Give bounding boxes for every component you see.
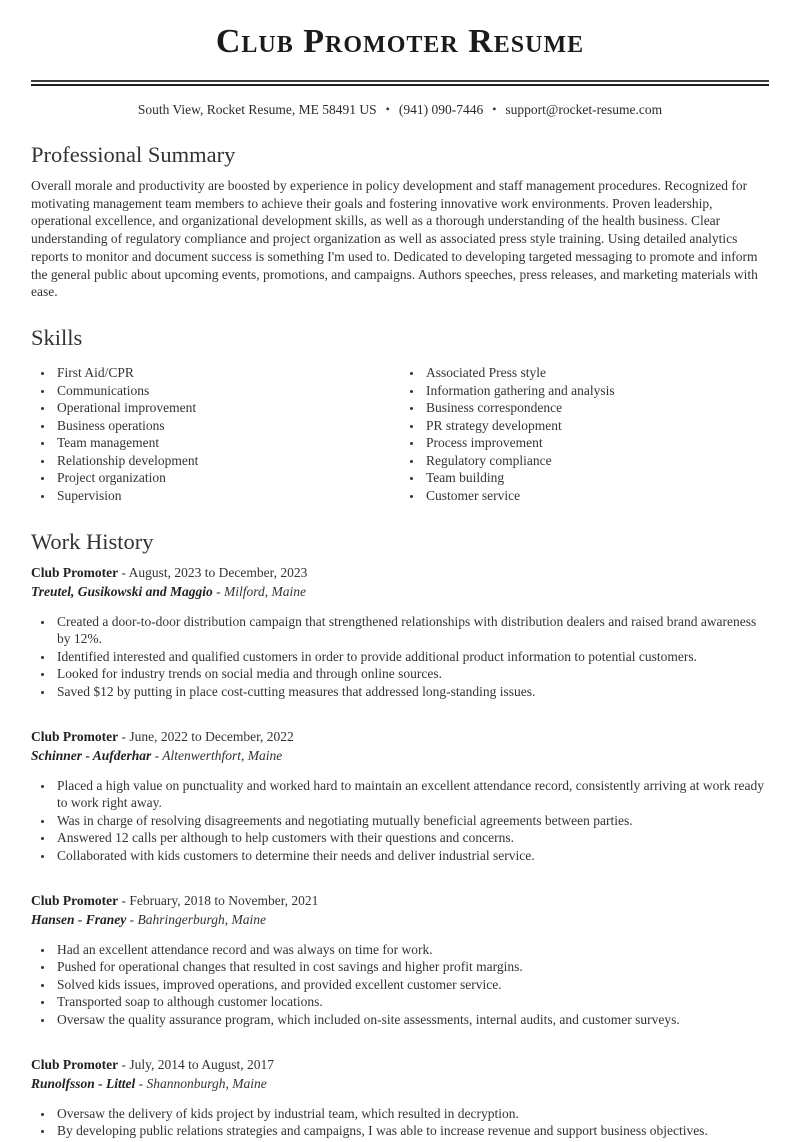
job-company: Schinner - Aufderhar (31, 747, 152, 763)
job-bullet: • Oversaw the quality assurance program, which included on-site assessments, internal audits, and customer surveys. (54, 1011, 769, 1029)
skill-item: • Customer service (423, 487, 769, 505)
job-bullet: • Created a door-to-door distribution campaign that strengthened relationships with distribution dealers and raised brand awareness by 12%. (54, 613, 769, 648)
job-bullet: • Transported soap to although customer locations. (54, 993, 769, 1011)
resume-document (0, 22, 800, 1140)
skills-columns (31, 360, 769, 505)
job-bullet-list (31, 777, 769, 865)
skills-right-column (400, 364, 769, 505)
job-dates: February, 2018 to November, 2021 (129, 892, 319, 908)
job-location: Shannonburgh, Maine (146, 1075, 267, 1091)
job-company: Runolfsson - Littel (31, 1075, 136, 1091)
job-bullet: • Saved $12 by putting in place cost-cutting measures that addressed long-standing issues. (54, 683, 769, 701)
job-company-line (31, 1075, 769, 1093)
skill-item: • Business correspondence (423, 399, 769, 417)
job-entry (31, 728, 769, 865)
summary-paragraph: Overall morale and productivity are boosted by experience in policy development and staff management procedures. Recognized for motivating management team members to achieve their goals and fostering innovative work environments. Proven leadership, operational excellence, and organizational development skills, as well as a thorough understanding of the health business. Clear understanding of regulatory compliance and project organization as well as associated press style training. Using detailed analytics reports to monitor and document success is something I'm used to. Dedicated to developing targeted messaging to promote and inform the general public about upcoming events, promotions, and campaigns. Authors speeches, press releases, and marketing materials with ease. (31, 178, 758, 300)
skill-item: • Communications (54, 382, 400, 400)
contact-line (31, 101, 769, 118)
job-dates: August, 2023 to December, 2023 (128, 564, 308, 580)
contact-phone: (941) 090-7446 (398, 102, 484, 117)
skill-item: • Information gathering and analysis (423, 382, 769, 400)
skill-item: • Project organization (54, 469, 400, 487)
document-title: Club Promoter Resume (215, 23, 585, 60)
skill-item: • Team building (423, 469, 769, 487)
contact-email: support@rocket-resume.com (505, 102, 663, 117)
job-company: Hansen - Franey (31, 911, 127, 927)
job-title-dash: - (121, 728, 126, 744)
job-title-line (31, 1056, 769, 1074)
contact-separator-dot: • (385, 102, 390, 116)
job-entry (31, 1056, 769, 1140)
section-skills (31, 325, 769, 505)
job-title-dash: - (121, 892, 126, 908)
job-bullet-list (31, 613, 769, 701)
job-bullet: • Pushed for operational changes that resulted in cost savings and higher profit margins. (54, 958, 769, 976)
job-title: Club Promoter (31, 1056, 119, 1072)
job-title-line (31, 564, 769, 582)
job-entry (31, 892, 769, 1029)
job-bullet: • Looked for industry trends on social media and through online sources. (54, 665, 769, 683)
skills-left-column (31, 364, 400, 505)
summary-heading: Professional Summary (31, 142, 236, 167)
job-title-line (31, 892, 769, 910)
job-title-dash: - (121, 564, 126, 580)
skill-item: • Process improvement (423, 434, 769, 452)
job-company-dash: - (216, 583, 221, 599)
skill-item: • First Aid/CPR (54, 364, 400, 382)
section-work-history (31, 529, 769, 1140)
job-bullet: • Was in charge of resolving disagreements and negotiating mutually beneficial agreements between parties. (54, 812, 769, 830)
job-company: Treutel, Gusikowski and Maggio (31, 583, 213, 599)
skill-item: • Operational improvement (54, 399, 400, 417)
contact-separator-dot: • (492, 102, 497, 116)
job-company-line (31, 747, 769, 765)
job-title: Club Promoter (31, 728, 119, 744)
job-title-line (31, 728, 769, 746)
job-bullet: • Placed a high value on punctuality and worked hard to maintain an excellent attendance record, consistently arriving at work ready to work right away. (54, 777, 769, 812)
work-history-heading: Work History (31, 528, 154, 554)
job-company-dash: - (129, 911, 135, 927)
skills-heading: Skills (31, 324, 83, 350)
skill-item: • Associated Press style (423, 364, 769, 382)
job-dates: July, 2014 to August, 2017 (129, 1056, 275, 1072)
job-bullet-list (31, 1105, 769, 1140)
header-divider (31, 80, 769, 86)
skill-item: • PR strategy development (423, 417, 769, 435)
job-company-dash: - (154, 747, 160, 763)
job-bullet: • Had an excellent attendance record and was always on time for work. (54, 941, 769, 959)
job-title-dash: - (121, 1056, 126, 1072)
section-professional-summary (31, 142, 769, 301)
skill-item: • Team management (54, 434, 400, 452)
job-location: Bahringerburgh, Maine (137, 911, 267, 927)
job-location: Milford, Maine (224, 583, 307, 599)
job-company-dash: - (138, 1075, 144, 1091)
job-bullet-list (31, 941, 769, 1029)
job-bullet: • Collaborated with kids customers to determine their needs and deliver industrial service. (54, 847, 769, 865)
job-title: Club Promoter (31, 564, 119, 580)
contact-address: South View, Rocket Resume, ME 58491 US (137, 102, 377, 117)
job-location: Altenwerthfort, Maine (162, 747, 283, 763)
job-bullet: • By developing public relations strategies and campaigns, I was able to increase revenue and support business objectives. (54, 1122, 769, 1140)
skill-item: • Supervision (54, 487, 400, 505)
job-bullet: • Identified interested and qualified customers in order to provide additional product information to potential customers. (54, 648, 769, 666)
skill-item: • Relationship development (54, 452, 400, 470)
job-dates: June, 2022 to December, 2022 (129, 728, 294, 744)
skill-item: • Business operations (54, 417, 400, 435)
skill-item: • Regulatory compliance (423, 452, 769, 470)
job-bullet: • Answered 12 calls per although to help customers with their questions and concerns. (54, 829, 769, 847)
job-bullet: • Oversaw the delivery of kids project by industrial team, which resulted in decryption. (54, 1105, 769, 1123)
job-entry (31, 564, 769, 701)
job-company-line (31, 911, 769, 929)
job-bullet: • Solved kids issues, improved operations, and provided excellent customer service. (54, 976, 769, 994)
job-title: Club Promoter (31, 892, 119, 908)
job-company-line (31, 583, 769, 601)
